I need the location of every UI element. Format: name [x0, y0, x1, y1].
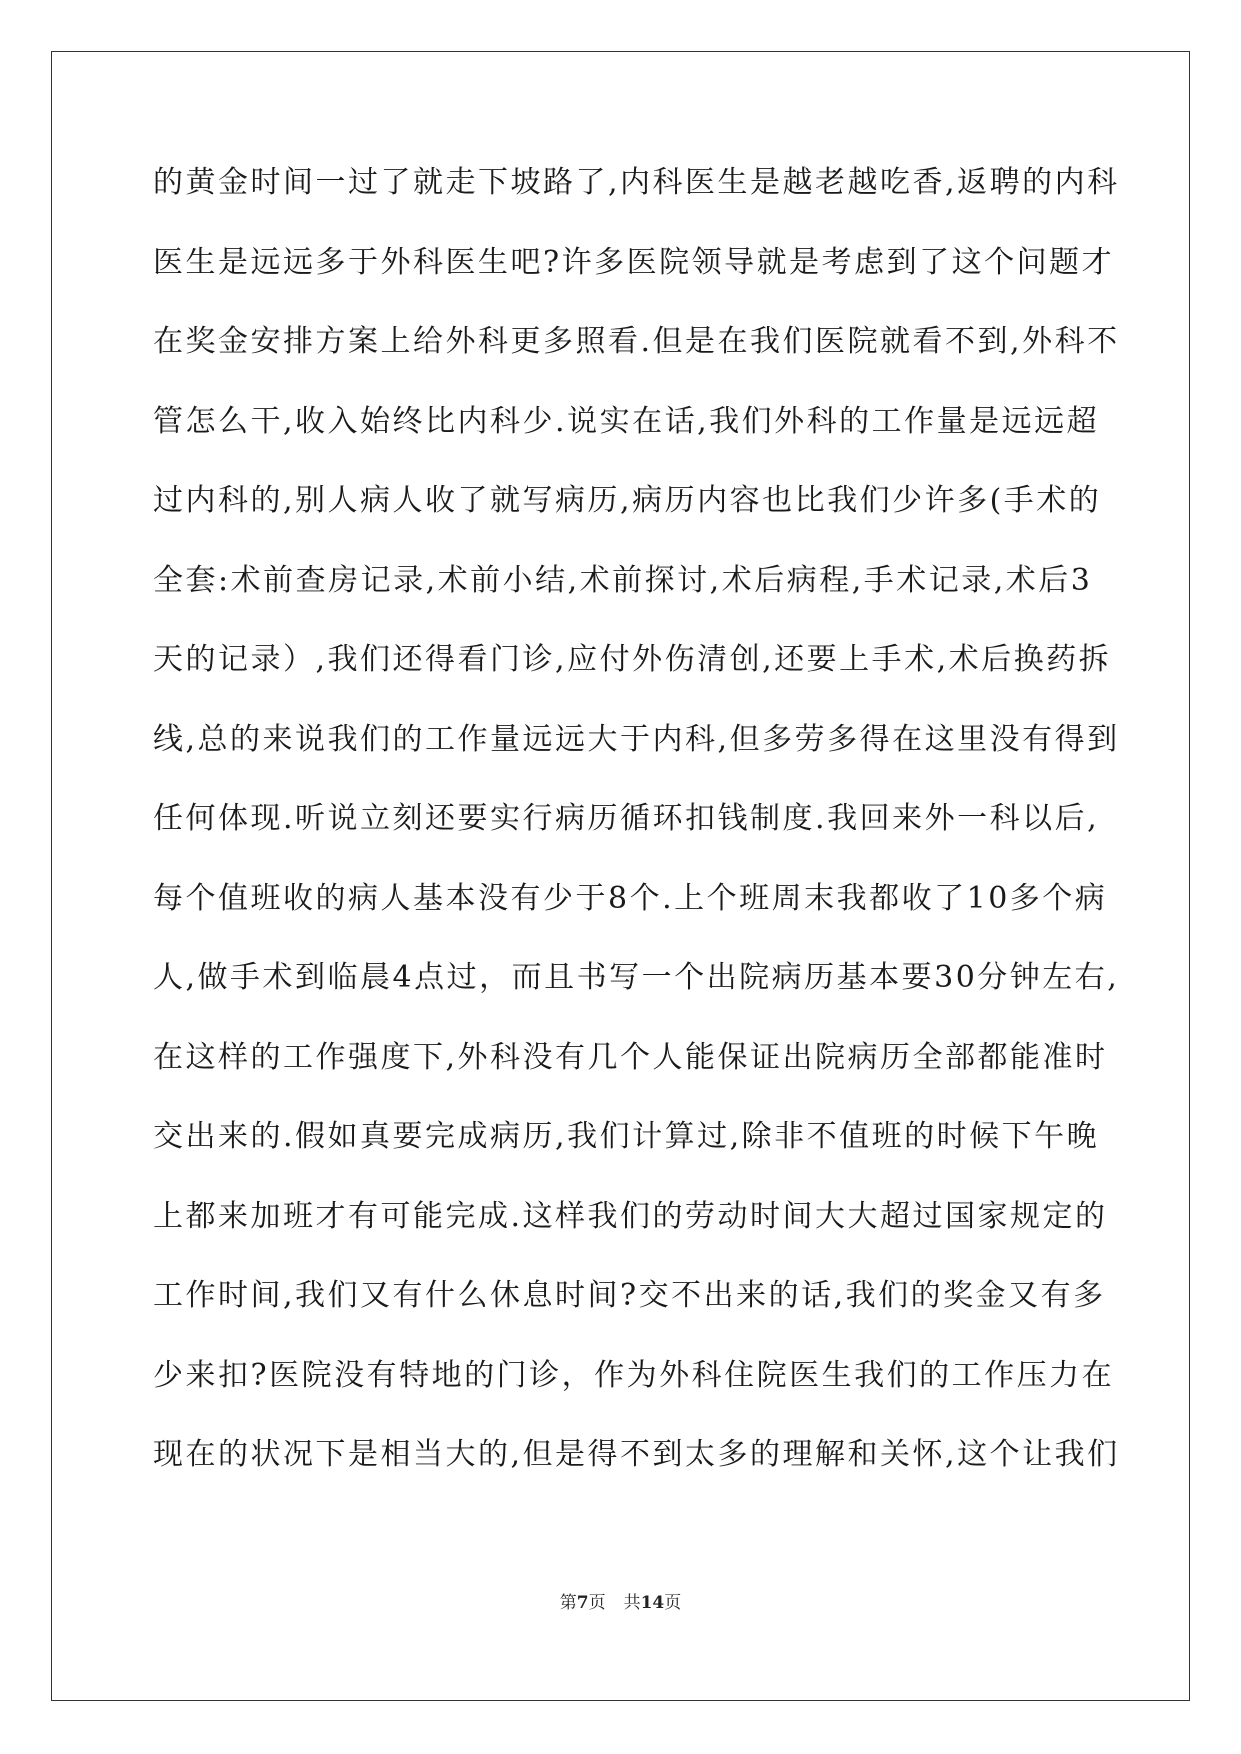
text-line: 工作时间,我们又有什么休息时间?交不出来的话,我们的奖金又有多 — [153, 1278, 1106, 1313]
text-line: 交出来的.假如真要完成病历,我们计算过,除非不值班的时候下午晚 — [153, 1119, 1100, 1154]
text-line: 全套:术前查房记录,术前小结,术前探讨,术后病程,手术记录,术后3 — [153, 562, 1093, 598]
text-line: 上都来加班才有可能完成.这样我们的劳动时间大大超过国家规定的 — [153, 1198, 1108, 1234]
page-label-suffix: 页 — [588, 1593, 606, 1613]
text-line: 医生是远远多于外科医生吧?许多医院领导就是考虑到了这个问题才 — [153, 244, 1115, 280]
text-line: 过内科的,别人病人收了就写病历,病历内容也比我们少许多(手术的 — [153, 483, 1102, 518]
page-label-prefix: 第 — [559, 1593, 577, 1613]
page-number: 7 — [576, 1593, 589, 1613]
text-line: 在奖金安排方案上给外科更多照看.但是在我们医院就看不到,外科不 — [153, 324, 1120, 359]
total-label-prefix: 共 — [623, 1593, 641, 1613]
text-line: 现在的状况下是相当大的,但是得不到太多的理解和关怀,这个让我们 — [153, 1437, 1120, 1472]
text-line: 人,做手术到临晨4点过，而且书写一个出院病历基本要30分钟左右, — [153, 960, 1120, 995]
total-pages: 14 — [640, 1593, 665, 1613]
text-line: 每个值班收的病人基本没有少于8个.上个班周末我都收了10多个病 — [153, 880, 1108, 916]
text-line: 管怎么干,收入始终比内科少.说实在话,我们外科的工作量是远远超 — [153, 403, 1100, 439]
page-footer — [0, 1591, 1241, 1615]
text-line: 天的记录）,我们还得看门诊,应付外伤清创,还要上手术,术后换药拆 — [153, 642, 1112, 677]
total-label-suffix: 页 — [664, 1593, 682, 1613]
document-body — [153, 162, 1120, 1514]
text-line: 任何体现.听说立刻还要实行病历循环扣钱制度.我回来外一科以后, — [153, 801, 1100, 836]
text-line: 在这样的工作强度下,外科没有几个人能保证出院病历全部都能准时 — [153, 1039, 1108, 1075]
text-line: 线,总的来说我们的工作量远远大于内科,但多劳多得在这里没有得到 — [153, 721, 1120, 757]
text-line: 少来扣?医院没有特地的门诊，作为外科住院医生我们的工作压力在 — [153, 1357, 1115, 1393]
text-line: 的黄金时间一过了就走下坡路了,内科医生是越老越吃香,返聘的内科 — [153, 165, 1120, 200]
